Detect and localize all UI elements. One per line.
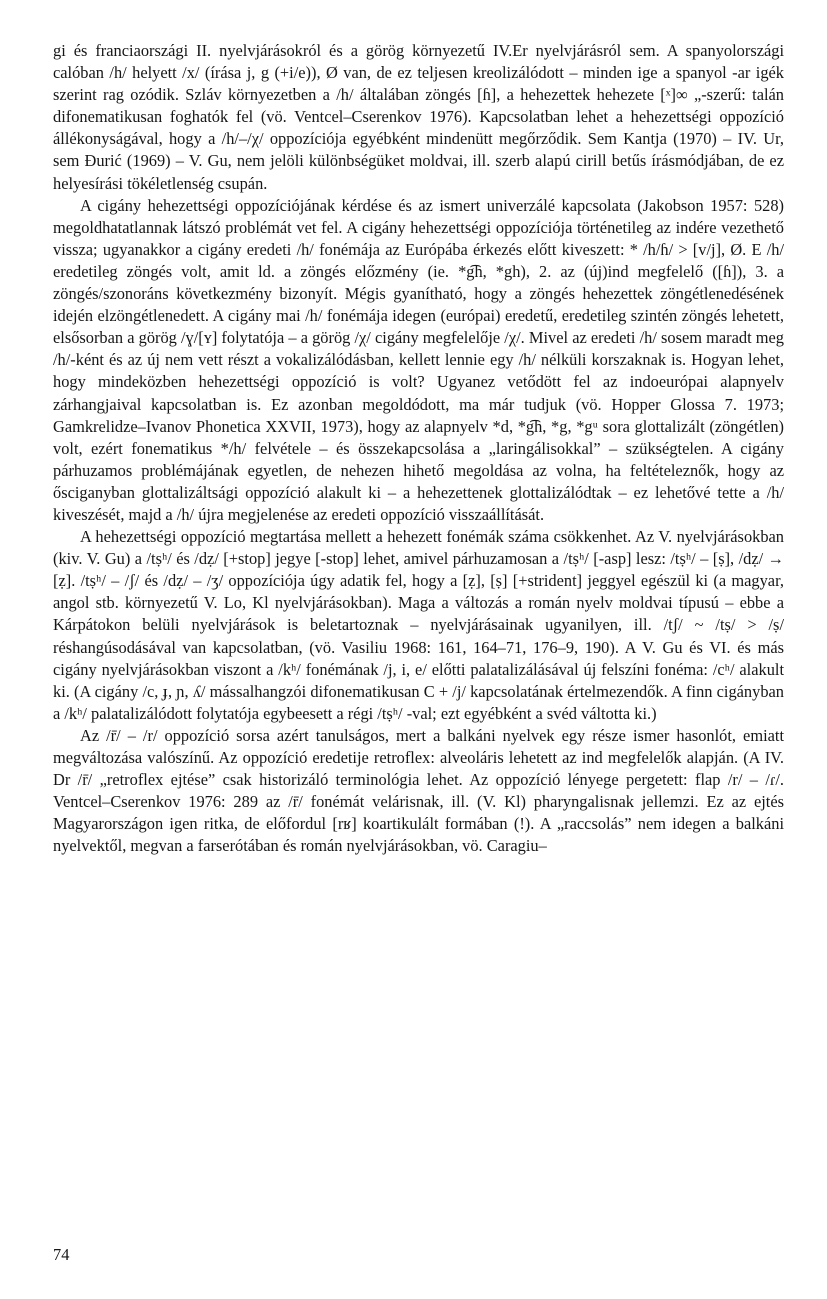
page-number: 74 <box>53 1245 70 1264</box>
paragraph-4: Az /r̄/ – /r/ oppozíció sorsa azért tanulságos, mert a balkáni nyelvek egy része ismer hasonlót, emiatt megváltozása valószínű. Az oppozíció eredetije retroflex: alveoláris lehetett az ind megfelelők alapján. (A IV. Dr /r̄/ „retroflex ejtése” csak historizáló terminológia lehet. Az oppozíció lényege pergetett: flap /r/ – /ɾ/. Ventcel–Cserenkov 1976: 289 az /r̄/ fonémát velárisnak, ill. (V. Kl) pharyngalisnak jellemzi. Ez az ejtés Magyarországon igen ritka, de előfordul [rʁ] koartikulált formában (!). A „raccsolás” nem idegen a balkáni nyelvektől, megvan a farserótában és román nyelvjárásokban, vö. Caragiu– <box>53 725 784 856</box>
paragraph-2: A cigány hehezettségi oppozíciójának kérdése és az ismert univerzálé kapcsolata (Jakobson 1957: 528) megoldhatatlannak látszó problémát vet fel. A cigány hehezettségi oppozíciója történetileg az indére vezethető vissza; ugyanakkor a cigány eredeti /h/ fonémája az Európába érkezés előtt kiveszett: * /h/ɦ/ > [v/j], Ø. E /h/ eredetileg zöngés volt, amit ld. a zöngés előzmény (ie. *g͡h, *gh), 2. az (új)ind megfelelő ([ɦ]), 3. a zöngés/szonoráns következmény bizonyít. Mégis gyanítható, hogy a zöngés hehezettek zöngétlenedésének idején elzöngétlenedett. A cigány mai /h/ fonémája idegen (európai) eredetű, eredetileg szintén zöngés lehetett, elsősorban a görög /ɣ/[ʏ] folytatója – a görög /χ/ cigány megfelelője /χ/. Mivel az eredeti /h/ sosem maradt meg /h/-ként és az új nem vett részt a vokalizálódásban, kellett lennie egy /h/ nélküli korszaknak is. Hogyan lehet, hogy mindeközben hehezettségi oppozíció is volt? Ugyanez vetődött fel az indoeurópai alapnyelv zárhangjaival kapcsolatban is. Ez azonban megoldódott, ma már tudjuk (vö. Hopper Glossa 7. 1973; Gamkrelidze–Ivanov Phonetica XXVII, 1973), hogy az alapnyelv *d, *g͡h, *g, *gᵘ sora glottalizált (zöngétlen) volt, ezért fonematikus */h/ felvétele – és összekapcsolása a „laringálisokkal” – szükségtelen. A cigány párhuzamos problémájának egyetlen, de nehezen hihető megoldása az volna, ha feltételeznők, hogy az ősciganyban glottalizáltsági oppozíció alakult ki – a hehezettenek glottalizálódtak – ez lehetővé tette a /h/ kiveszését, majd a /h/ újra megjelenése az eredeti oppozíció visszaállítását. <box>53 195 784 524</box>
paragraph-3: A hehezettségi oppozíció megtartása mellett a hehezett fonémák száma csökkenhet. Az V. nyelvjárásokban (kiv. V. Gu) a /tṣʰ/ és /dẓ/ [+stop] jegye [-stop] lehet, amivel párhuzamosan a /tṣʰ/ [-asp] lesz: /tṣʰ/ – [ṣ], /dẓ/ → [ẓ]. /tṣʰ/ – /ʃ/ és /dẓ/ – /ʒ/ oppozíciója úgy adatik fel, hogy a [ẓ], [ṣ] [+strident] jeggyel egészül ki (a magyar, angol stb. környezetű V. Lo, Kl nyelvjárásokban). Maga a változás a román nyelv moldvai típusú – ebbe a Kárpátokon belüli nyelvjárások is beletartoznak – nyelvjárásainak ugyanilyen, ill. /tʃ/ ~ /tṣ/ > /ṣ/ réshangúsodásával van kapcsolatban, (vö. Vasiliu 1968: 161, 164–71, 176–9, 190). A V. Gu és VI. és más cigány nyelvjárásokban viszont a /kʰ/ fonémának /j, i, e/ előtti palatalizálásával új felszíni fonéma: /cʰ/ alakult ki. (A cigány /c, ɟ, ɲ, ʎ/ mássalhangzói difonematikusan C + /j/ kapcsolatának értelmezendők. A finn cigányban a /kʰ/ palatalizálódott folytatója egybeesett a régi /tṣʰ/ -val; ezt egyébként a svéd váltotta ki.) <box>53 527 784 723</box>
body-text <box>53 40 784 857</box>
paragraph-1: gi és franciaországi II. nyelvjárásokról és a görög környezetű IV.Er nyelvjárásról sem. A spanyolországi calóban /h/ helyett /x/ (írása j, g (+i/e)), Ø van, de ez teljesen kreolizálódott – minden ige a spanyol -ar igék szerint rag ozódik. Szláv környezetben a /h/ általában zöngés [ɦ], a hehezettek hehezete [ˣ]∞ „-szerű: talán difonematikusan foghatók fel (vö. Ventcel–Cserenkov 1976). Kapcsolatban lehet a hehezettségi oppozíció állékonyságával, hogy a /h/–/χ/ oppozíciója egyébként mindenütt megőrződik. Sem Kantja (1970) – IV. Ur, sem Đurić (1969) – V. Gu, nem jelöli különbségüket moldvai, ill. szerb alapú cirill betűs írásmódjában, de ez helyesírási tökéletlenség csupán. <box>53 41 784 193</box>
